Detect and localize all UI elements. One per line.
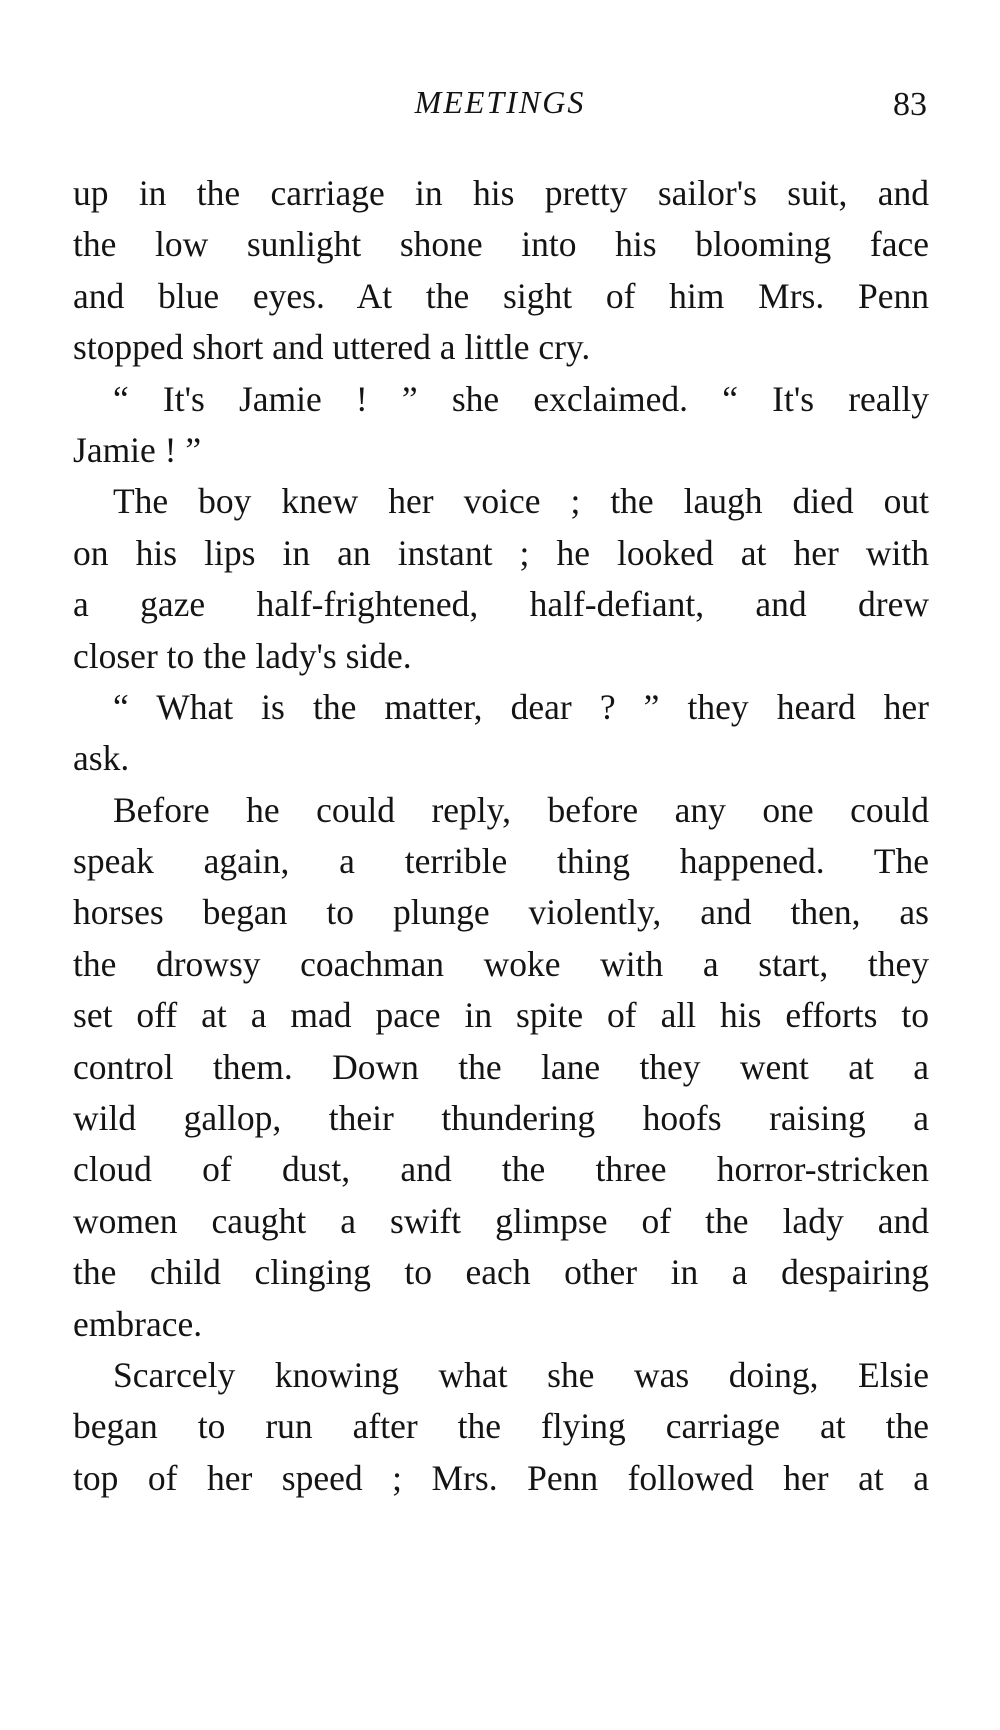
- chapter-title: MEETINGS: [414, 84, 586, 120]
- text-line: set off at a mad pace in spite of all his efforts to: [73, 995, 929, 1036]
- text-line: a gaze half-frightened, half-defiant, and drew: [73, 584, 929, 625]
- text-line: speak again, a terrible thing happened. The: [73, 841, 929, 882]
- text-line: embrace.: [73, 1303, 203, 1344]
- text-line: the low sunlight shone into his blooming face: [73, 224, 929, 265]
- text-line: women caught a swift glimpse of the lady and: [73, 1200, 929, 1241]
- text-line: began to run after the flying carriage at the: [73, 1406, 929, 1447]
- text-line: top of her speed ; Mrs. Penn followed her at a: [73, 1457, 929, 1498]
- text-line: wild gallop, their thundering hoofs raising a: [73, 1098, 929, 1139]
- text-line: Jamie ! ”: [73, 429, 202, 470]
- text-line: cloud of dust, and the three horror-stricken: [73, 1149, 929, 1190]
- text-line: ask.: [73, 738, 130, 779]
- text-line: the child clinging to each other in a despairing: [73, 1252, 929, 1293]
- body-text: [73, 168, 929, 1504]
- text-line: on his lips in an instant ; he looked at her with: [73, 532, 929, 573]
- text-line: “ What is the matter, dear ? ” they heard her: [113, 686, 929, 727]
- text-line: closer to the lady's side.: [73, 635, 412, 676]
- text-line: The boy knew her voice ; the laugh died out: [113, 481, 929, 522]
- text-line: stopped short and uttered a little cry.: [73, 327, 591, 368]
- text-line: control them. Down the lane they went at a: [73, 1046, 929, 1087]
- running-head: [0, 84, 1000, 134]
- page-number: 83: [893, 86, 927, 123]
- text-line: the drowsy coachman woke with a start, they: [73, 943, 929, 984]
- text-line: “ It's Jamie ! ” she exclaimed. “ It's really: [113, 378, 929, 419]
- text-line: horses began to plunge violently, and then, as: [73, 892, 929, 933]
- text-line: Scarcely knowing what she was doing, Elsie: [113, 1354, 929, 1395]
- text-line: up in the carriage in his pretty sailor's suit, and: [73, 173, 929, 213]
- text-line: and blue eyes. At the sight of him Mrs. Penn: [73, 275, 929, 316]
- text-line: Before he could reply, before any one could: [113, 789, 929, 830]
